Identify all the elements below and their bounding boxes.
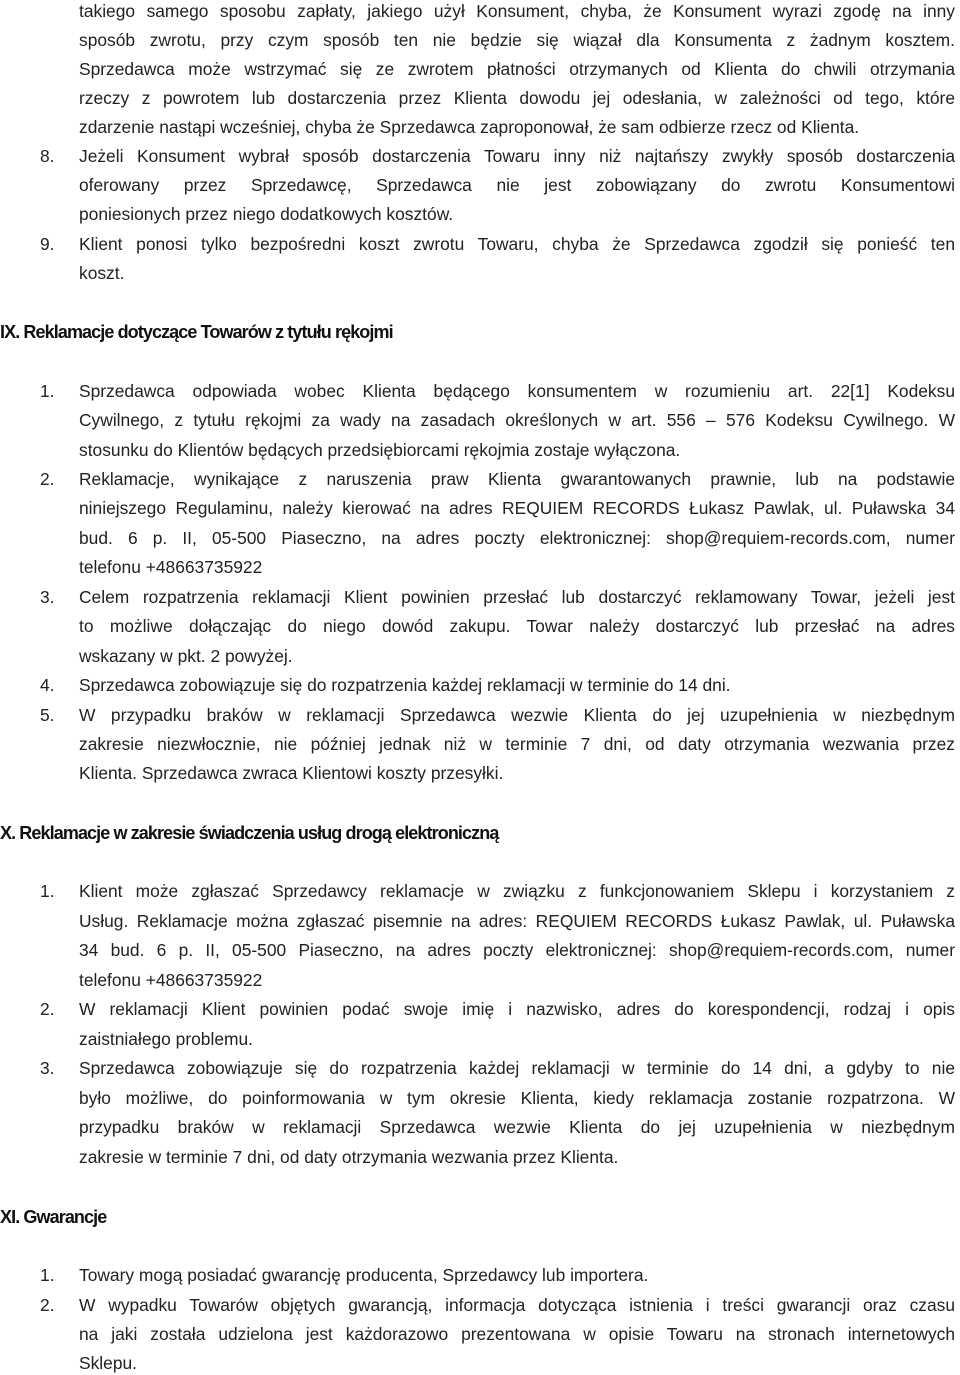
text-line: Usług. Reklamacje można zgłaszać pisemnie na adres: REQUIEM RECORDS Łukasz Pawlak, ul. Puławska — [79, 911, 955, 931]
text-line: koszt. — [79, 263, 125, 283]
text-line: niniejszego Regulaminu, należy kierować na adres REQUIEM RECORDS Łukasz Pawlak, ul. Puławska 34 — [79, 498, 955, 518]
item-number: 4. — [40, 675, 55, 695]
item-number: 9. — [40, 234, 55, 254]
item-number: 1. — [40, 1265, 55, 1285]
text-line: sposób zwrotu, przy czym sposób ten nie będzie się wiązał dla Konsumenta z żadnym kosztem. — [79, 30, 955, 50]
text-line: Reklamacje, wynikające z naruszenia praw Klienta gwarantowanych prawnie, lub na podstawie — [79, 469, 955, 489]
text-line: było możliwe, do poinformowania w tym okresie Klienta, kiedy reklamacja zostanie rozpatrzona. W — [79, 1088, 955, 1108]
item-number: 2. — [40, 999, 55, 1019]
text-line: telefonu +48663735922 — [79, 970, 263, 990]
text-line: Cywilnego, z tytułu rękojmi za wady na zasadach określonych w art. 556 – 576 Kodeksu Cywilnego. W — [79, 410, 955, 430]
text-line: zakresie w terminie 7 dni, od daty otrzymania wezwania przez Klienta. — [79, 1147, 619, 1167]
text-line: W przypadku braków w reklamacji Sprzedawca wezwie Klienta do jej uzupełnienia w niezbędnym — [79, 705, 955, 725]
item-number: 8. — [40, 146, 55, 166]
text-line: oferowany przez Sprzedawcę, Sprzedawca nie jest zobowiązany do zwrotu Konsumentowi — [79, 175, 955, 195]
text-line: 34 bud. 6 p. II, 05-500 Piaseczno, na adres poczty elektronicznej: shop@requiem-records.com, numer — [79, 940, 955, 960]
text-line: takiego samego sposobu zapłaty, jakiego użył Konsument, chyba, że Konsument wyrazi zgodę na inny — [79, 1, 955, 21]
text-line: Sprzedawca może wstrzymać się ze zwrotem płatności otrzymanych od Klienta do chwili otrzymania — [79, 59, 955, 79]
text-line: Klient może zgłaszać Sprzedawcy reklamacje w związku z funkcjonowaniem Sklepu i korzystaniem z — [79, 881, 955, 901]
section-heading: X. Reklamacje w zakresie świadczenia usług drogą elektroniczną — [0, 823, 499, 843]
text-line: Sklepu. — [79, 1353, 138, 1373]
text-line: Klient ponosi tylko bezpośredni koszt zwrotu Towaru, chyba że Sprzedawca zgodził się ponieść ten — [79, 234, 955, 254]
text-line: zaistniałego problemu. — [79, 1029, 254, 1049]
text-line: Celem rozpatrzenia reklamacji Klient powinien przesłać lub dostarczyć reklamowany Towar, jeżeli jest — [79, 587, 955, 607]
text-line: W wypadku Towarów objętych gwarancją, informacja dotycząca istnienia i treści gwarancji oraz czasu — [79, 1295, 955, 1315]
item-number: 3. — [40, 587, 55, 607]
text-line: to możliwe dołączając do niego dowód zakupu. Towar należy dostarczyć lub przesłać na adres — [79, 616, 955, 636]
section-heading: IX. Reklamacje dotyczące Towarów z tytułu rękojmi — [0, 322, 393, 342]
item-number: 2. — [40, 1295, 55, 1315]
text-line: bud. 6 p. II, 05-500 Piaseczno, na adres poczty elektronicznej: shop@requiem-records.com, numer — [79, 528, 955, 548]
item-number: 1. — [40, 381, 55, 401]
text-line: Towary mogą posiadać gwarancję producenta, Sprzedawcy lub importera. — [79, 1265, 649, 1285]
text-line: stosunku do Klientów będących przedsiębiorcami rękojmia zostaje wyłączona. — [79, 440, 681, 460]
item-number: 3. — [40, 1058, 55, 1078]
text-line: na jaki została udzielona jest każdorazowo prezentowana w opisie Towaru na stronach internetowych — [79, 1324, 955, 1344]
text-line: telefonu +48663735922 — [79, 557, 263, 577]
text-line: Sprzedawca zobowiązuje się do rozpatrzenia każdej reklamacji w terminie do 14 dni, a gdyby to nie — [79, 1058, 955, 1078]
item-number: 1. — [40, 881, 55, 901]
text-line: przypadku braków w reklamacji Sprzedawca wezwie Klienta do jej uzupełnienia w niezbędnym — [79, 1117, 955, 1137]
text-line: zakresie niezwłocznie, nie później jednak niż w terminie 7 dni, od daty otrzymania wezwania przez — [79, 734, 955, 754]
text-line: rzeczy z powrotem lub dostarczenia przez Klienta dowodu jej odesłania, w zależności od tego, które — [79, 88, 955, 108]
item-number: 2. — [40, 469, 55, 489]
section-heading: XI. Gwarancje — [0, 1207, 107, 1227]
text-line: W reklamacji Klient powinien podać swoje imię i nazwisko, adres do korespondencji, rodzaj i opis — [79, 999, 955, 1019]
text-line: Klienta. Sprzedawca zwraca Klientowi koszty przesyłki. — [79, 763, 504, 783]
text-line: wskazany w pkt. 2 powyżej. — [79, 646, 293, 666]
item-number: 5. — [40, 705, 55, 725]
text-line: poniesionych przez niego dodatkowych kosztów. — [79, 204, 454, 224]
text-line: Jeżeli Konsument wybrał sposób dostarczenia Towaru inny niż najtańszy zwykły sposób dostarczenia — [79, 146, 955, 166]
text-line: Sprzedawca zobowiązuje się do rozpatrzenia każdej reklamacji w terminie do 14 dni. — [79, 675, 731, 695]
text-line: Sprzedawca odpowiada wobec Klienta będącego konsumentem w rozumieniu art. 22[1] Kodeksu — [79, 381, 955, 401]
text-line: zdarzenie nastąpi wcześniej, chyba że Sprzedawca zaproponował, że sam odbierze rzecz od Klienta. — [79, 117, 860, 137]
